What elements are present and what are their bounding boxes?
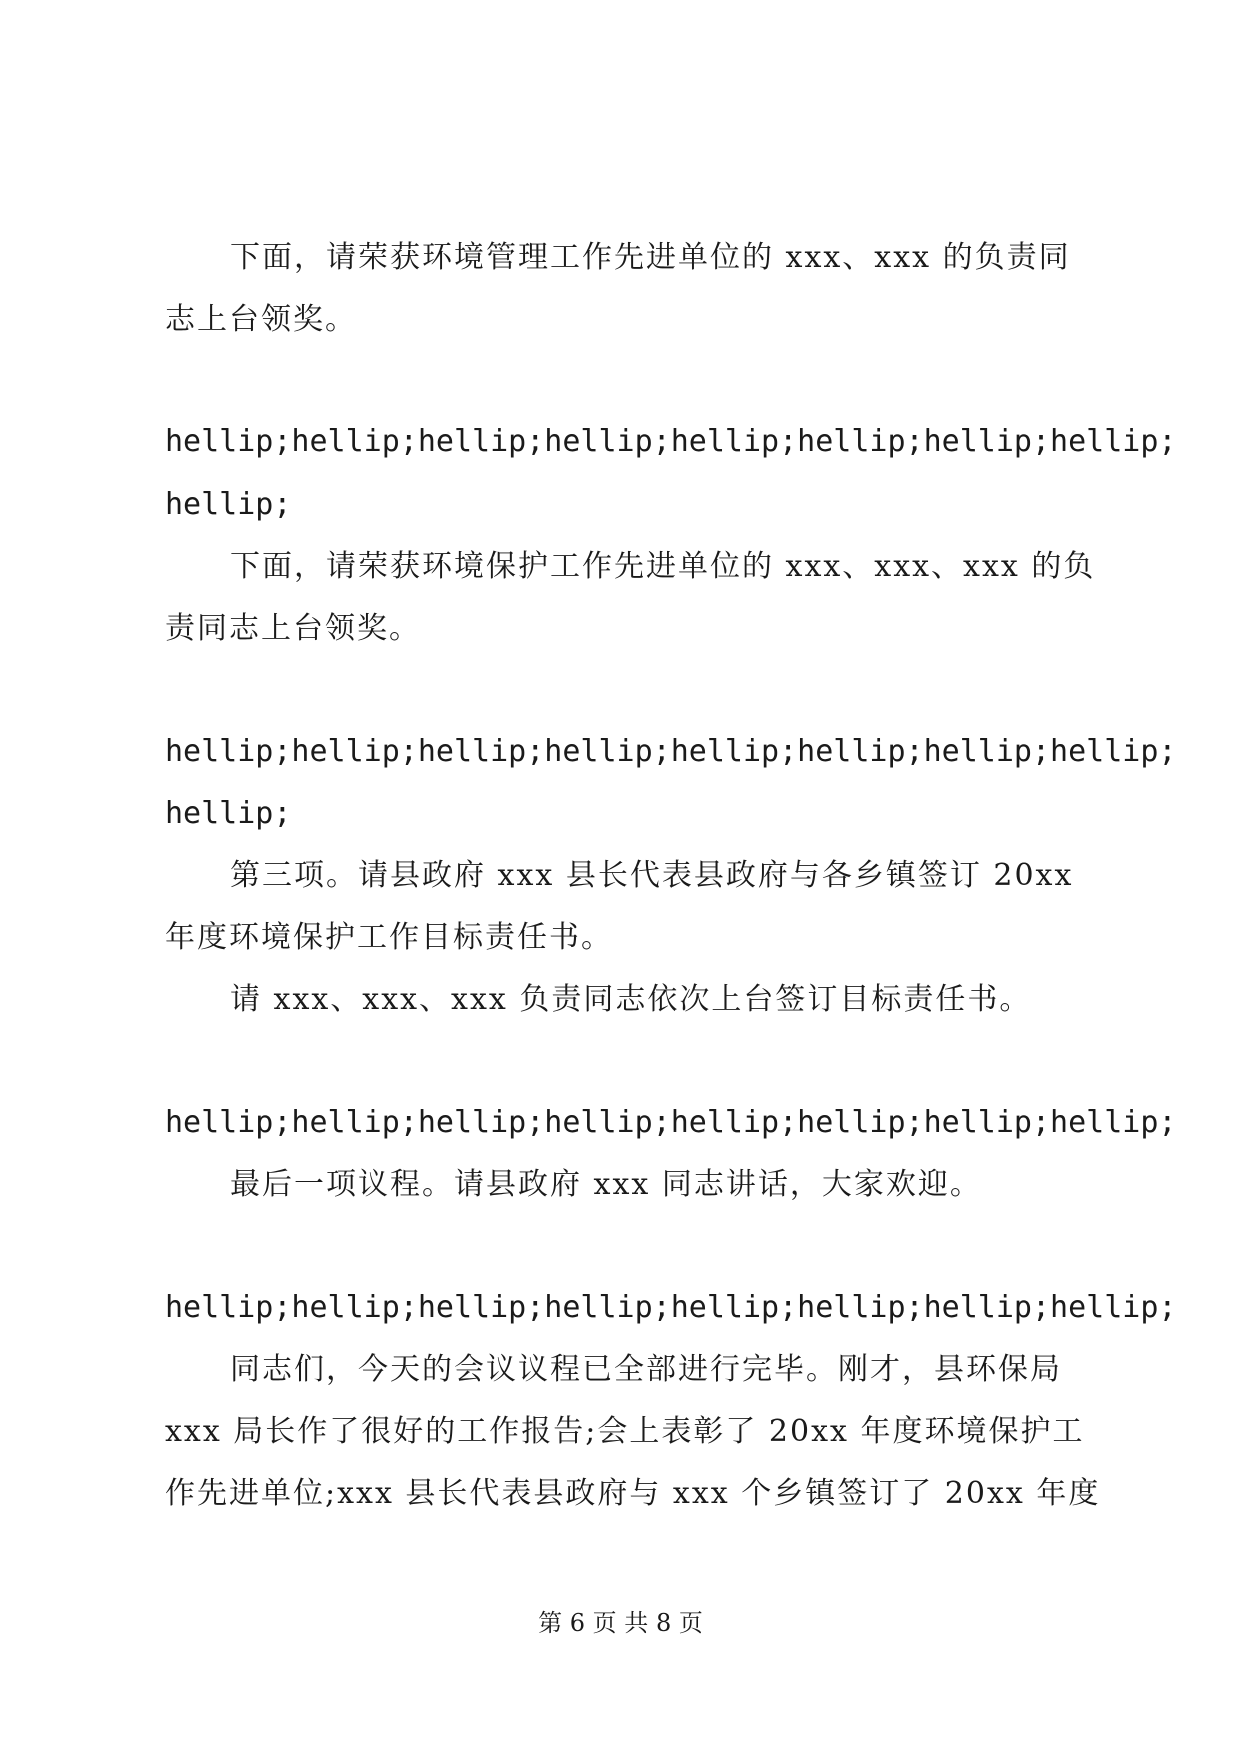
paragraph-line: 同志们，今天的会议议程已全部进行完毕。刚才，县环保局 bbox=[230, 1352, 1062, 1387]
paragraph-line: 最后一项议程。请县政府 xxx 同志讲话，大家欢迎。 bbox=[230, 1167, 982, 1202]
page-number: 第 6 页 共 8 页 bbox=[538, 1609, 703, 1637]
paragraph-line: 志上台领奖。 bbox=[165, 302, 357, 337]
paragraph-line: 第三项。请县政府 xxx 县长代表县政府与各乡镇签订 20xx bbox=[230, 858, 1074, 893]
paragraph-line: 责同志上台领奖。 bbox=[165, 611, 421, 646]
ellipsis-line: hellip;hellip;hellip;hellip;hellip;hellip;hellip;hellip; bbox=[165, 734, 1177, 769]
ellipsis-line: hellip; bbox=[165, 796, 292, 831]
paragraph-line: 下面，请荣获环境保护工作先进单位的 xxx、xxx、xxx 的负 bbox=[230, 549, 1096, 584]
ellipsis-line: hellip; bbox=[165, 487, 292, 522]
paragraph-line: 下面，请荣获环境管理工作先进单位的 xxx、xxx 的负责同 bbox=[230, 240, 1071, 275]
paragraph-line: 年度环境保护工作目标责任书。 bbox=[165, 920, 613, 955]
paragraph-line: 作先进单位;xxx 县长代表县政府与 xxx 个乡镇签订了 20xx 年度 bbox=[165, 1476, 1101, 1511]
paragraph-line: 请 xxx、xxx、xxx 负责同志依次上台签订目标责任书。 bbox=[230, 982, 1032, 1017]
paragraph-line: xxx 局长作了很好的工作报告;会上表彰了 20xx 年度环境保护工 bbox=[165, 1414, 1085, 1449]
ellipsis-line: hellip;hellip;hellip;hellip;hellip;hellip;hellip;hellip; bbox=[165, 1105, 1177, 1140]
ellipsis-line: hellip;hellip;hellip;hellip;hellip;hellip;hellip;hellip; bbox=[165, 1290, 1177, 1325]
ellipsis-line: hellip;hellip;hellip;hellip;hellip;hellip;hellip;hellip; bbox=[165, 424, 1177, 459]
